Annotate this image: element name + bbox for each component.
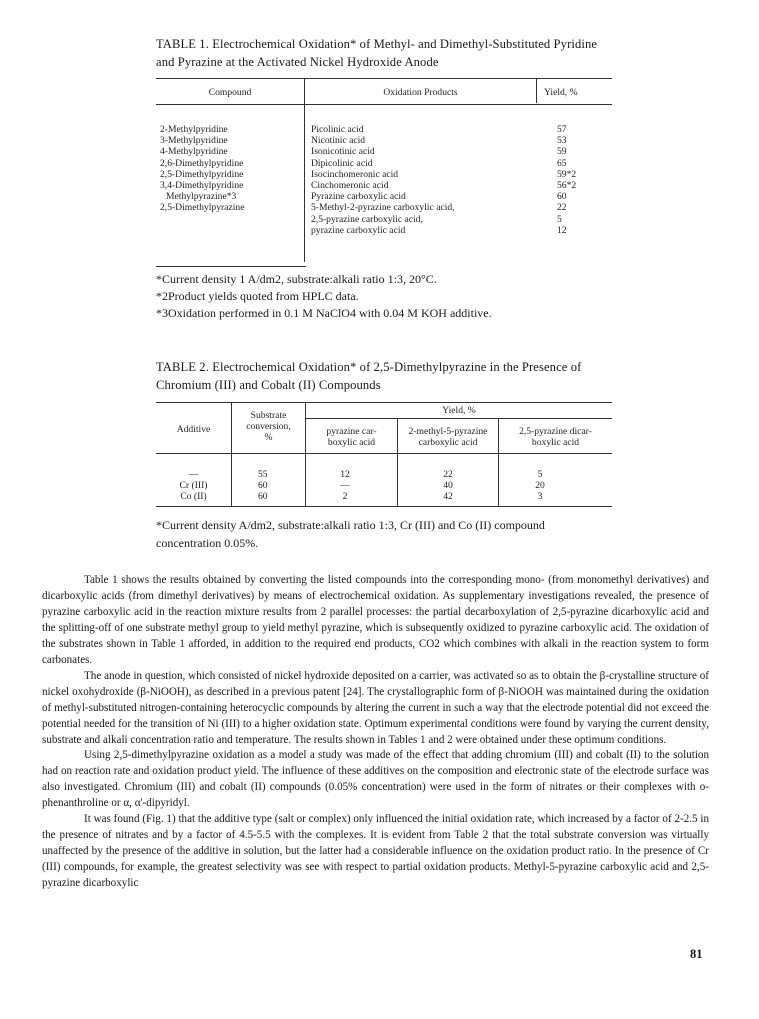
table2-col-methyl (398, 469, 498, 502)
table1-col-divider-1 (304, 79, 305, 262)
table2-col-substrate (258, 469, 298, 502)
table1-product: 2,5-pyrazine carboxylic acid, (311, 213, 423, 225)
table1-product: Isonicotinic acid (311, 146, 375, 158)
table2-cell: 2 (342, 491, 348, 502)
table1-header-products: Oxidation Products (383, 87, 458, 98)
table2-subhead-line: pyrazine car- (326, 426, 377, 437)
table1-footnote-1: *Current density 1 A/dm2, substrate:alkali ratio 1:3, 20°C. (156, 272, 437, 286)
table2-header-substrate-line: % (264, 432, 273, 443)
table1-product: Nicotinic acid (311, 135, 366, 147)
table2-cell: 22 (443, 469, 453, 480)
table2-col-pyrazine (320, 469, 370, 502)
table2-cell: 40 (443, 480, 453, 491)
table1-header-compound: Compound (208, 87, 252, 98)
table1-products (311, 124, 455, 236)
table1-product: Pyrazine carboxylic acid (311, 191, 406, 203)
table2-cell: 42 (443, 491, 453, 502)
table2-cell: Co (II) (180, 491, 207, 502)
table1-footnote-3: *3Oxidation performed in 0.1 M NaClO4 with 0.04 M KOH additive. (156, 306, 492, 320)
table1-product: Picolinic acid (311, 124, 364, 135)
table1-bottom-rule (156, 266, 306, 267)
table2-subhead-line: 2,5-pyrazine dicar- (519, 426, 592, 437)
body-paragraph: Table 1 shows the results obtained by converting the listed compounds into the corresponding mono- (from monomethyl derivatives) and dicarboxylic acids (from dimethyl derivatives) by means of electrochemical oxidation. As supplementary investigations revealed, the presence of pyrazine carboxylic acid in the reaction mixture results from 2 parallel processes: the partial decarboxylation of 2,5-pyrazine dicarboxylic acid and the splitting-off of one substrate methyl group to yield methyl pyrazine, which is subsequently oxidized to pyrazine carboxylic acid. The oxidation of the substrates shown in Table 1 afforded, in addition to the required end products, CO2 which combines with alkali in the reaction system to form carbonates. (42, 574, 709, 666)
table2-header-substrate-line: Substrate (250, 410, 287, 421)
table2-col-divider-2 (305, 403, 306, 506)
table1-yield: 5 (557, 213, 562, 225)
table2-bottom-rule (156, 506, 612, 507)
table1-compound: 2,5-Dimethylpyrazine (160, 202, 245, 214)
table1-compounds (160, 124, 244, 214)
table1-product: 5-Methyl-2-pyrazine carboxylic acid, (311, 202, 455, 214)
page-number: 81 (690, 947, 703, 961)
table2-cell: 60 (258, 491, 268, 502)
table1-yield: 59 (557, 146, 567, 158)
table2-col-additive (156, 469, 231, 502)
body-paragraph: Using 2,5-dimethylpyrazine oxidation as a model a study was made of the effect that adding chromium (III) and cobalt (II) to the solution had on reaction rate and oxidation product yield. The influence of these additives on the composition and electronic state of the electrode surface was also investigated. Chromium (III) and cobalt (II) compounds (0.05% concentration) were used in the form of nitrates or their complexes with o-phenanthroline or α, α'-dipyridyl. (42, 749, 709, 810)
table2-yield-rule (305, 418, 612, 419)
body-paragraph: The anode in question, which consisted of nickel hydroxide deposited on a carrier, was activated so as to obtain the β-crystalline structure of nickel oxohydroxide (β-NiOOH), as described in a previous patent [24]. The crystallographic form of β-NiOOH was maintained during the oxidation of methyl-substituted nitrogen-containing heterocyclic compounds by altering the current in such a way that the electrode potential did not exceed the potential needed for the transition of Ni (III) to a higher oxidation state. Optimum experimental conditions were found by varying the current density, substrate and alkali concentration ratio and temperature. The results shown in Tables 1 and 2 were obtained under these optimum conditions. (42, 669, 709, 746)
table2-cell: 5 (537, 469, 543, 480)
table1-yield: 65 (557, 157, 567, 169)
table2-header-substrate (232, 410, 305, 443)
table2-cell: 20 (535, 480, 545, 491)
table2-subhead-line: 2-methyl-5-pyrazine (408, 426, 488, 437)
table1-caption-line2: and Pyrazine at the Activated Nickel Hydroxide Anode (156, 55, 439, 69)
table1-compound: 3-Methylpyridine (160, 135, 228, 147)
table1-yield: 12 (557, 224, 567, 236)
table1-header-yield: Yield, % (544, 87, 578, 98)
table2-footnote-line1: *Current density A/dm2, substrate:alkali ratio 1:3, Cr (III) and Co (II) compound (156, 518, 545, 532)
table1-header-rule (156, 104, 612, 105)
table2-subhead-1 (306, 426, 397, 448)
table2-cell: 3 (537, 491, 543, 502)
table1-col-divider-2 (536, 79, 537, 103)
table2-top-rule (156, 402, 612, 403)
table1-footnote-2: *2Product yields quoted from HPLC data. (156, 289, 359, 303)
table1-yield: 53 (557, 135, 567, 147)
body-paragraph: It was found (Fig. 1) that the additive type (salt or complex) only influenced the initial oxidation rate, which increased by a factor of 2-2.5 in the presence of nitrates and by a factor of 4.5-5.5 with the complexes. It is evident from Table 2 that the total substrate conversion was virtually unaffected by the presence of the additive in solution, but the latter had a considerable influence on the oxidation product ratio. In the presence of Cr (III) compounds, for example, the greatest selectivity was see with respect to partial oxidation products. Methyl-5-pyrazine carboxylic acid and 2,5-pyrazine dicarboxylic (42, 813, 709, 890)
table1-compound: 4-Methylpyridine (160, 146, 228, 158)
table1-product: Cinchomeronic acid (311, 180, 389, 192)
table1-compound: 3,4-Dimethylpyridine (160, 180, 244, 192)
table1-product: Dipicolinic acid (311, 157, 373, 169)
table2-subhead-line: boxylic acid (327, 437, 376, 448)
table2-subhead-line: carboxylic acid (418, 437, 478, 448)
body-text (42, 573, 709, 892)
table2-cell: Cr (III) (179, 480, 208, 491)
table1-top-rule (156, 78, 612, 79)
table2-header-yield: Yield, % (442, 405, 476, 416)
table2-cell: — (188, 469, 199, 480)
table1-yield: 57 (557, 124, 567, 135)
table2-header-additive: Additive (176, 424, 211, 435)
table1-yield: 60 (557, 191, 567, 203)
table2-footnote-line2: concentration 0.05%. (156, 536, 259, 550)
table1-product: pyrazine carboxylic acid (311, 224, 406, 236)
table2-cell: 60 (258, 480, 268, 491)
table2-header-substrate-line: conversion, (246, 421, 291, 432)
table1-yield: 56*2 (557, 180, 577, 192)
table2-subhead-2 (398, 426, 498, 448)
table1-yield: 22 (557, 202, 567, 214)
table2-header-rule (156, 453, 612, 454)
table2-cell: 55 (258, 469, 268, 480)
table1-yields (557, 124, 597, 236)
table2-caption-line2: Chromium (III) and Cobalt (II) Compounds (156, 378, 381, 392)
table1-compound: 2,6-Dimethylpyridine (160, 157, 244, 169)
table2-cell: — (340, 480, 350, 491)
table1-product: Isocinchomeronic acid (311, 168, 399, 180)
table2-subhead-line: boxylic acid (531, 437, 580, 448)
table2-cell: 12 (340, 469, 350, 480)
table1-caption-line1: TABLE 1. Electrochemical Oxidation* of Methyl- and Dimethyl-Substituted Pyridine (156, 37, 598, 51)
table1-compound: 2,5-Dimethylpyridine (160, 168, 244, 180)
table2-col-dicarboxylic (510, 469, 570, 502)
table1-compound: Methylpyrazine*3 (166, 191, 237, 203)
table1-yield: 59*2 (557, 168, 577, 180)
table2-subhead-3 (499, 426, 612, 448)
table2-caption-line1: TABLE 2. Electrochemical Oxidation* of 2,5-Dimethylpyrazine in the Presence of (156, 360, 582, 374)
table1-compound: 2-Methylpyridine (160, 124, 228, 135)
